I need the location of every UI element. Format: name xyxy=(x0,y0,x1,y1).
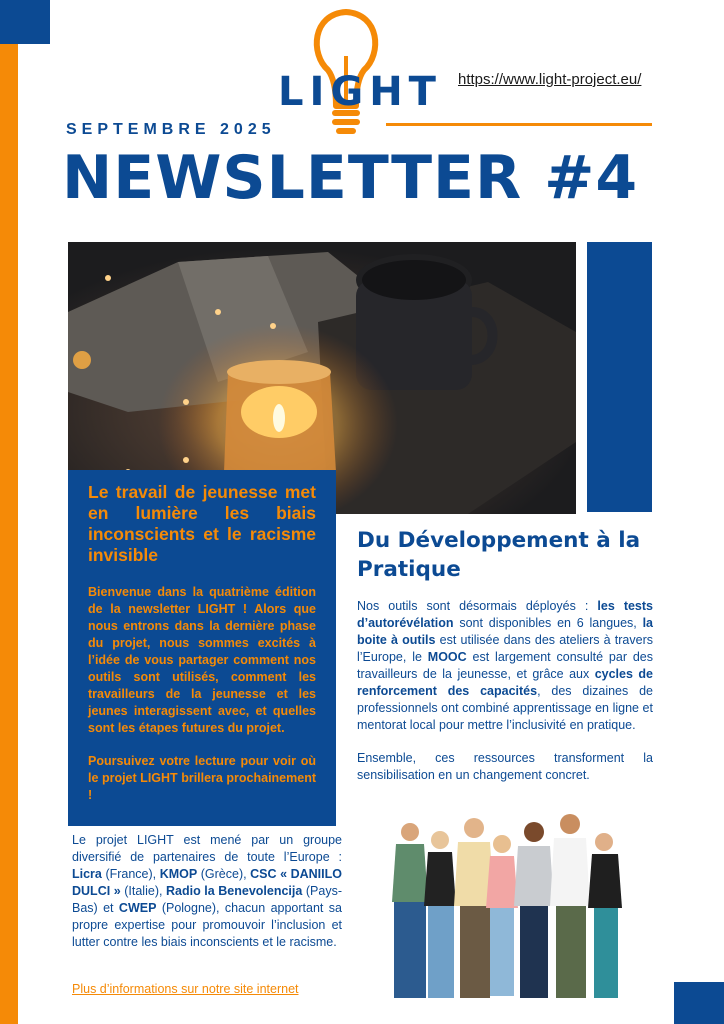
left-orange-bar xyxy=(0,0,18,1024)
website-link[interactable]: https://www.light-project.eu/ xyxy=(458,71,642,88)
logo-wordmark: LIGHT xyxy=(278,69,442,115)
top-left-corner-block xyxy=(0,0,50,44)
partners-paragraph xyxy=(72,832,342,951)
header-divider xyxy=(386,123,652,126)
tool-mooc: MOOC xyxy=(427,650,467,664)
text-run: est largement consulté par des travailleurs de la jeunesse, et grâce aux xyxy=(357,650,653,681)
text-run: Nos outils sont désormais déployés : xyxy=(357,599,598,613)
section-body xyxy=(357,598,653,800)
section-title: Du Développement à la Pratique xyxy=(357,528,641,582)
text-run: (France), xyxy=(101,867,160,881)
tool-toolbox: la boite à outils xyxy=(357,616,653,647)
bottom-right-corner-block xyxy=(674,982,724,1024)
text-run: , des dizaines de professionnels ont combiné apprentissage en ligne et mentorat local pour mettre l’inclusivité en pratique. xyxy=(357,684,654,732)
text-run: (Pologne), chacun apportant sa propre expertise pour promouvoir l’inclusion et lutter contre les biais inconscients et le racisme. xyxy=(72,901,342,949)
text-run: (Grèce), xyxy=(197,867,251,881)
section-paragraph xyxy=(357,598,653,734)
text-run: (Italie), xyxy=(120,884,167,898)
more-info-link[interactable]: Plus d’informations sur notre site internet xyxy=(72,982,299,996)
partner-name: Licra xyxy=(72,867,102,881)
intro-callout: Poursuivez votre lecture pour voir où le projet LIGHT brillera prochainement ! xyxy=(88,754,316,802)
newsletter-title: NEWSLETTER #4 xyxy=(62,143,639,213)
decorative-blue-stripe xyxy=(587,242,652,512)
partner-name: CSC « DANIILO DULCI » xyxy=(72,867,342,898)
intro-paragraph: Bienvenue dans la quatrième édition de la newsletter LIGHT ! Alors que nous entrons dans la dernière phase du projet, nous sommes excités à l’idée de vous partager comment nos outils sont utilisés, comment les travailleurs de la jeunesse et les jeunes interagissent avec, et quelles sont les étapes futures du projet. xyxy=(88,585,316,735)
text-run: sont disponibles en 6 langues, xyxy=(453,616,643,630)
partner-name: Radio la Benevolencija xyxy=(166,884,303,898)
section-conclusion: Ensemble, ces ressources transforment la sensibilisation en un changement concret. xyxy=(357,751,653,782)
intro-title: Le travail de jeunesse met en lumière les biais inconscients et le racisme invisible xyxy=(88,482,316,565)
text-run: est utilisée dans des ateliers à travers l’Europe, le xyxy=(357,633,654,664)
issue-date: SEPTEMBRE 2025 xyxy=(66,121,276,138)
tool-self-tests: les tests d’autorévélation xyxy=(357,599,653,630)
text-run: (Pays-Bas) et xyxy=(72,884,342,915)
diverse-people-illustration xyxy=(378,810,640,1006)
partner-name: KMOP xyxy=(159,867,198,881)
partner-name: CWEP xyxy=(118,901,157,915)
tool-capacity-cycles: cycles de renforcement des capacités xyxy=(357,667,653,698)
text-run: Le projet LIGHT est mené par un groupe diversifié de partenaires de toute l’Europe : xyxy=(72,833,342,864)
intro-box xyxy=(68,470,336,826)
